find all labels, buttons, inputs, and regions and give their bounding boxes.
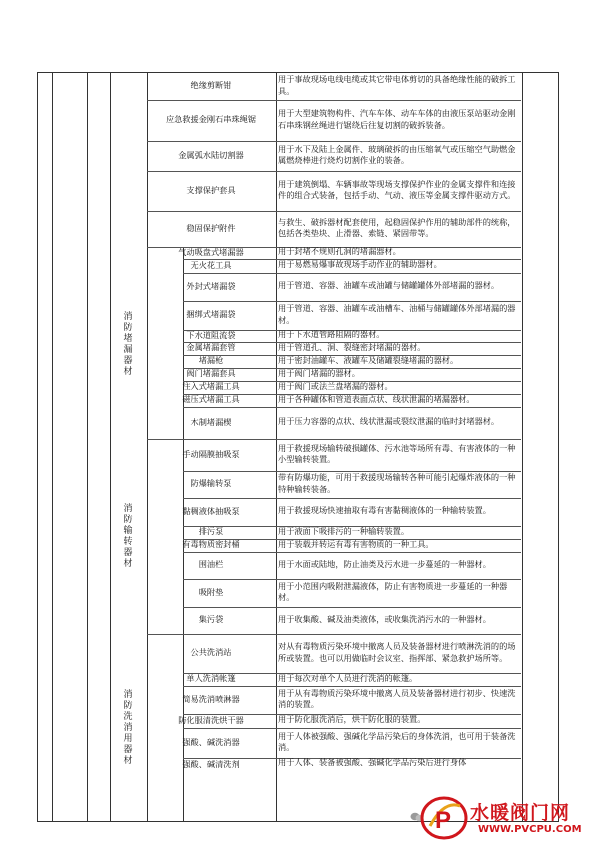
equipment-description: 用于救援现场输转破损罐体、污水池等场所有毒、有害液体的一种小型输转装置。 — [278, 442, 516, 464]
category-label: 消防输转器材 — [121, 502, 132, 569]
equipment-description: 用于事故现场电线电缆或其它带电体剪切的具备绝缘性能的破拆工具。 — [278, 74, 516, 96]
equipment-description: 用于防化服洗消后，烘干防化服的装置。 — [278, 714, 426, 725]
watermark-url: WWW.PVCPU.COM — [478, 824, 582, 835]
pv-logo-icon — [420, 796, 468, 840]
equipment-name: 单人洗消帐篷 — [186, 673, 236, 683]
equipment-name: 公共洗消站 — [190, 647, 232, 657]
equipment-name: 绝缘剪断钳 — [190, 80, 232, 90]
equipment-name: 排污泵 — [198, 526, 224, 536]
equipment-name: 金属弧水陆切割器 — [178, 149, 244, 160]
equipment-description: 用于各种罐体和管道表面点状、线状泄漏的堵漏器材。 — [278, 393, 475, 404]
category-label: 消防堵漏器材 — [121, 311, 132, 377]
equipment-description: 用于管道、容器、油罐车或油槽车、油桶与储罐罐体外部堵漏的器材。 — [278, 303, 516, 325]
column-divider — [87, 73, 88, 821]
column-divider — [522, 73, 523, 821]
equipment-name: 防化服清洗烘干器 — [178, 714, 244, 725]
equipment-description: 用于封堵不规则孔洞的堵漏器材。 — [278, 246, 401, 257]
equipment-description: 用于阀门或法兰盘堵漏的器材。 — [278, 380, 393, 391]
equipment-description: 用于压力容器的点状、线状泄漏或裂纹泄漏的临时封堵器材。 — [278, 416, 500, 427]
equipment-name: 捆绑式堵漏袋 — [186, 309, 236, 319]
equipment-description: 用于水下及陆上金属件、玻璃破拆的由压缩氧气或压缩空气助燃金属燃烧棒进行烧灼切割作业的装备。 — [278, 143, 516, 165]
equipment-name: 外封式堵漏袋 — [186, 280, 236, 291]
equipment-description: 用于人体、装备被强酸、强碱化学品污染后进行身体 — [278, 757, 467, 767]
category-label: 消防洗消用器材 — [121, 689, 132, 766]
equipment-name: 手动隔膜抽吸泵 — [182, 448, 240, 459]
equipment-name: 无火花工具 — [190, 259, 232, 270]
equipment-name: 气动吸盘式堵漏器 — [178, 246, 244, 257]
equipment-name: 支撑保护套具 — [186, 184, 236, 195]
equipment-description: 用于收集酸、碱及油类液体，或收集洗消污水的一种器材。 — [278, 613, 491, 624]
equipment-description: 用于人体被强酸、强碱化学品污染后的身体洗消，也可用于装备洗消。 — [278, 730, 516, 752]
equipment-description: 用于小范围内吸附泄漏液体，防止有害物质进一步蔓延的一种器材。 — [278, 580, 508, 602]
equipment-description: 用于液面下吸排污的一种输转装置。 — [278, 525, 410, 536]
equipment-name: 集污袋 — [198, 614, 224, 624]
equipment-description: 用于建筑倒塌、车辆事故等现场支撑保护作业的金属支撑件和连接件的组合式装备，包括手动、气动、液压等金属支撑件驱动方式。 — [278, 178, 516, 200]
equipment-name: 简易洗消喷淋器 — [182, 693, 240, 704]
equipment-description: 用于易燃易爆事故现场手动作业的辅助器材。 — [278, 259, 442, 270]
equipment-name: 吸附垫 — [198, 586, 224, 597]
equipment-name: 磁压式堵漏工具 — [182, 394, 240, 404]
column-divider — [276, 73, 277, 821]
equipment-description: 用于装载并转运有毒有害物质的一种工具。 — [278, 538, 434, 549]
watermark-title: 水暖阀门网 — [470, 802, 571, 824]
equipment-name: 黏稠液体抽吸泵 — [182, 505, 240, 516]
equipment-description: 用于从有毒物质污染环境中撤离人员及装备器材进行初步、快速洗消的装置。 — [278, 687, 516, 709]
equipment-name: 有毒物质密封桶 — [182, 539, 240, 549]
equipment-description: 用于大型建筑物构件、汽车车体、动车车体的由液压泵站驱动金刚石串珠钢丝绳进行锯绕后往复切割的破拆装备。 — [278, 108, 516, 130]
equipment-name: 强酸、碱洗消器 — [182, 736, 240, 747]
column-divider — [52, 73, 53, 821]
equipment-name: 稳固保护附件 — [186, 222, 236, 233]
equipment-name: 防爆输转泵 — [190, 478, 232, 488]
equipment-description: 带有防爆功能，可用于救援现场输转各种可能引起爆炸液体的一种特种输转装备。 — [278, 472, 516, 494]
equipment-description: 用于管道、容器、油罐车或油罐与储罐罐体外部堵漏的器材。 — [278, 280, 500, 291]
logo-letter: P — [435, 807, 452, 834]
equipment-description: 用于每次对单个人员进行洗消的帐篷。 — [278, 672, 418, 683]
equipment-name: 围油栏 — [198, 559, 224, 569]
watermark-logo — [420, 796, 596, 846]
equipment-name: 强酸、碱清洗剂 — [182, 759, 240, 769]
column-divider — [147, 73, 148, 821]
equipment-description: 用于水面或陆地，防止油类及污水进一步蔓延的一种器材。 — [278, 558, 491, 569]
equipment-name: 阀门堵漏套具 — [186, 368, 236, 378]
equipment-description: 用于管道孔、洞、裂缝密封堵漏的器材。 — [278, 341, 426, 352]
equipment-description: 用于救援现场快速抽取有毒有害黏稠液体的一种输转装置。 — [278, 505, 491, 516]
equipment-name: 应急救援金刚石串珠绳锯 — [165, 114, 257, 124]
equipment-description: 用于阀门堵漏的器材。 — [278, 367, 360, 378]
equipment-name: 木制堵漏楔 — [190, 416, 232, 427]
equipment-description: 用于密封油罐车、液罐车及储罐裂缝堵漏的器材。 — [278, 354, 459, 365]
equipment-description: 与救生、破拆器材配套使用，起稳固保护作用的辅助部件的统称，包括各类垫块、止滑器、索链、紧固带等。 — [278, 216, 516, 238]
equipment-description: 用于下水道管路阻隔的器材。 — [278, 329, 385, 340]
equipment-name: 下水道阻流袋 — [186, 329, 236, 340]
equipment-description: 对从有毒物质污染环境中撤离人员及装备器材进行喷淋洗消的的场所或装置。也可以用做临时会议室、指挥部、紧急救护场所等。 — [278, 641, 516, 663]
equipment-name: 堵漏枪 — [198, 355, 224, 365]
equipment-name: 注入式堵漏工具 — [182, 381, 240, 391]
equipment-name: 金属堵漏套管 — [186, 342, 236, 352]
